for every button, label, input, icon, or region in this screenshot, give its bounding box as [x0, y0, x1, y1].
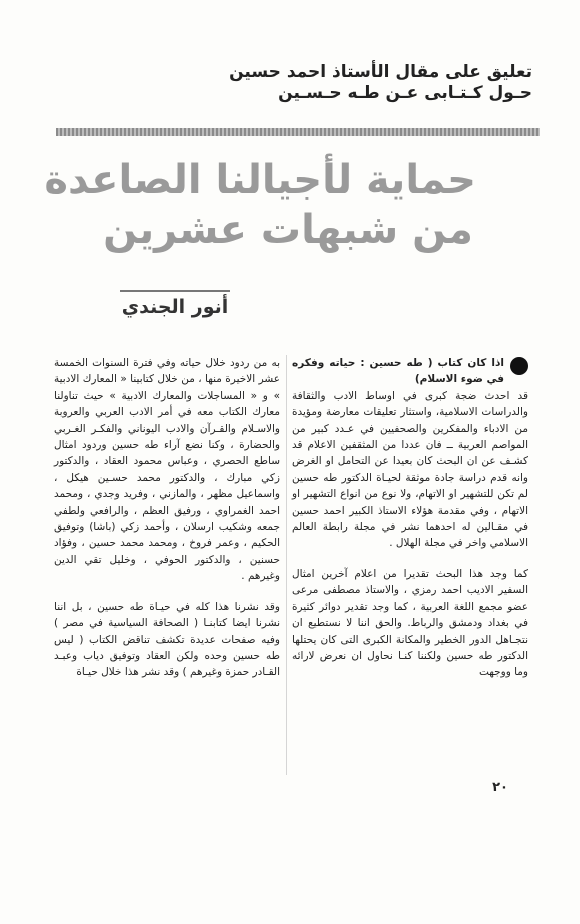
author-rule — [120, 290, 230, 292]
article-column-left — [54, 355, 280, 681]
article-paragraph: وقد نشرنا هذا كله في حيـاة طه حسين ، بل اننا نشرنا ايضا كتابنـا ( الصحافة السياسية في مصر ) وفيه صفحات عديدة تكشف تناقض الكتاب ( ليس طه حسين وحده ولكن العقاد وتوفيق دياب وعبـد القـادر حمزة وغيرهم ) وقد نشر هذا خلال حيـاة — [54, 600, 280, 679]
article-paragraph: به من ردود خلال حياته وفي فترة السنوات الخمسة عشر الاخيرة منها ، من خلال كتابينا « المعارك الادبية » و « المساجلات والمعارك الادبية » حيث تناولنا معارك الكتاب معه في أمر الادب العربي والعروبة والاسـلام والقـرآن والادب اليوناني والفكـر الغـربي والحضارة ، وكنا نضع آراء طه حسين وردود امثال ساطع الحصري ، وعباس محمود العقاد ، والدكتور زكي مبارك ، والدكتور محمد حسـين هيكل ، واسماعيل مظهر ، والمازني ، وفريد وجدي ، ومحمد احمد الغمراوي ، ورفيق العظم ، والرافعي ولطفي جمعه وشكيب ارسلان ، وأحمد زكي (باشا) وتوفيق الحكيم ، وعمر فروخ ، ومحمد محمد حسين ، وفؤاد حسنين ، والدكتور الحوفي ، وخليل تقي الدين وغيرهم . — [54, 357, 280, 583]
headline-line-1: حماية لأجيالنا الصاعدة — [44, 157, 476, 203]
section-divider-rule — [56, 128, 540, 136]
column-divider — [286, 355, 287, 775]
intro-note — [202, 62, 532, 104]
intro-line-2: حـول كـتـابى عـن طـه حـسـين — [278, 83, 532, 103]
article-paragraph: كما وجد هذا البحث تقديرا من اعلام آخرين امثال السفير الاديب احمد رمزي ، والاستاذ مصطفى مرعى عضو مجمع اللغة العربية ، كما وجد تقدير دوائر كثيرة في بغداد ودمشق والرباط. والحق اننا لا نستطيع ان نتجـاهل الدور الخطير والمكانة الكبرى التى كان يحتلها الدكتور طه حسين ولكننا كنـا نحاول ان نعرض لارائه وما ووجهت — [292, 567, 528, 679]
intro-line-1: تعليق على مقال الأستاذ احمد حسين — [229, 62, 532, 82]
article-paragraph: قد احدث ضجة كبرى في اوساط الادب والثقافة والدراسات الاسلامية، واستثار تعليقات معارضة ومؤيدة من الادباء والمفكرين والصحفيين في عـدد كبير من المواصم العربية ــ فان عددا من المثقفين الاعلام قد كشـف عن ان البحث كان بعيدا عن التحامل او الغرض وانه قدم دراسة جادة موثقة لحيـاة الدكتور طه حسين لم تكن للتشهير او الاتهام، ولا نوع من انواع التشهير او الاتهام ، وفي مقدمة هؤلاء الاستاذ الكبير احمد حسين في مقـالين له احدهما نشر في مجلة رابطة العالم الاسلامي واخر في مجلة الهلال . — [292, 389, 528, 550]
page-number: ٢٠ — [492, 780, 508, 795]
article-column-right — [292, 355, 528, 681]
headline-line-2: من شبهات عشرين — [103, 207, 473, 253]
article-lead: اذا كان كتاب ( طه حسين : حياته وفكره في ضوء الاسلام) — [292, 357, 504, 386]
author-name: أنور الجندي — [121, 296, 229, 318]
article-headline — [44, 155, 476, 255]
bullet-icon — [510, 357, 528, 375]
